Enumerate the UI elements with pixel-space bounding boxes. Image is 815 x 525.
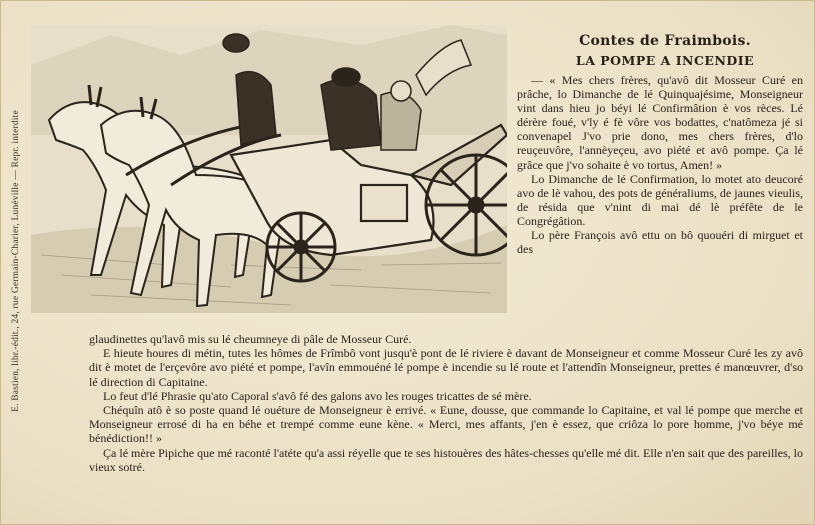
story-title: LA POMPE A INCENDIE <box>575 53 755 68</box>
carriage-illustration <box>31 25 507 313</box>
carriage-drawing <box>31 25 507 313</box>
story-header-column <box>517 33 803 256</box>
story-paragraph: Lo Dimanche de lé Confirmation, lo motet ato deucoré avo de lè vahou, des pots de généraliums, de jaunes vieulis, de résida que v'nint di mai dé lè préfête de le Congrégâtion. <box>517 171 803 228</box>
publisher-imprint <box>7 41 25 481</box>
story-body-column <box>89 332 803 474</box>
story-paragraph: E hieute houres di métin, tutes les hômes de Frîmbô vont jusqu'è pont de lé riviere è davant de Monseigneur et comme Mosseur Curé les zy avô dit è motet de l'erçevôre avo piété et pompe, l'avîn emmouéné lé pompe è incendie su lé route et l'attendîn Monseigneur, prettes é manœuvrer, d'so lé direction di Capitaine. <box>89 346 803 389</box>
story-paragraph: Lo feut d'lé Phrasie qu'ato Caporal s'avô fé des galons avo les rouges tricattes de sé mère. <box>103 388 532 403</box>
story-paragraph: Ça lé mère Pipiche que mé raconté l'atéte qu'a assi réyelle que te ses histouères des hâtes-chesses qu'elle mé dit. Elle n'en sait que des pareilles, lo vieux sotré. <box>89 445 803 474</box>
story-paragraph: Chéquîn atô è so poste quand lé ouéture de Monseigneur è errivé. « Eune, dousse, que commande lo Capitaine, et val lé pompe que merche et Monseigneur errosé di ha en béhe et trempé comme eune kène. « Merci, mes affants, j'en è essez, que criôza lo pore homme, j'vo béye mé bénédiction!! » <box>89 403 803 446</box>
story-paragraph: — « Mes chers frères, qu'avô dit Mosseur Curé en prâche, lo Dimanche de lé Quinquajésime, Monseigneur vint dans hieu jo béyi lé Confirmâtion è vos rèces. Lé dérère foué, v'ly é fè vôre vos bodattes, c'natômeza jé si convenapel J'vo prie dono, mes chers frères, d'lo reuçeuvôre, l'annèyeçeu, avo piété et avô pompe. Ça lé grâce que j'vo sohaite è vo tortus, Amen! » <box>517 73 803 172</box>
story-paragraph: Lo père François avô ettu on bô quouéri di mirguet et des <box>517 228 803 257</box>
series-title: Contes de Fraimbois. <box>579 33 751 49</box>
publisher-imprint-text: E. Bastien, libr.-édit., 24, rue Germain-Charier, Lunéville — Repr. interdite <box>11 110 22 412</box>
story-paragraph: glaudinettes qu'lavô mis su lé cheumneye di pâle de Mosseur Curé. <box>89 332 412 346</box>
